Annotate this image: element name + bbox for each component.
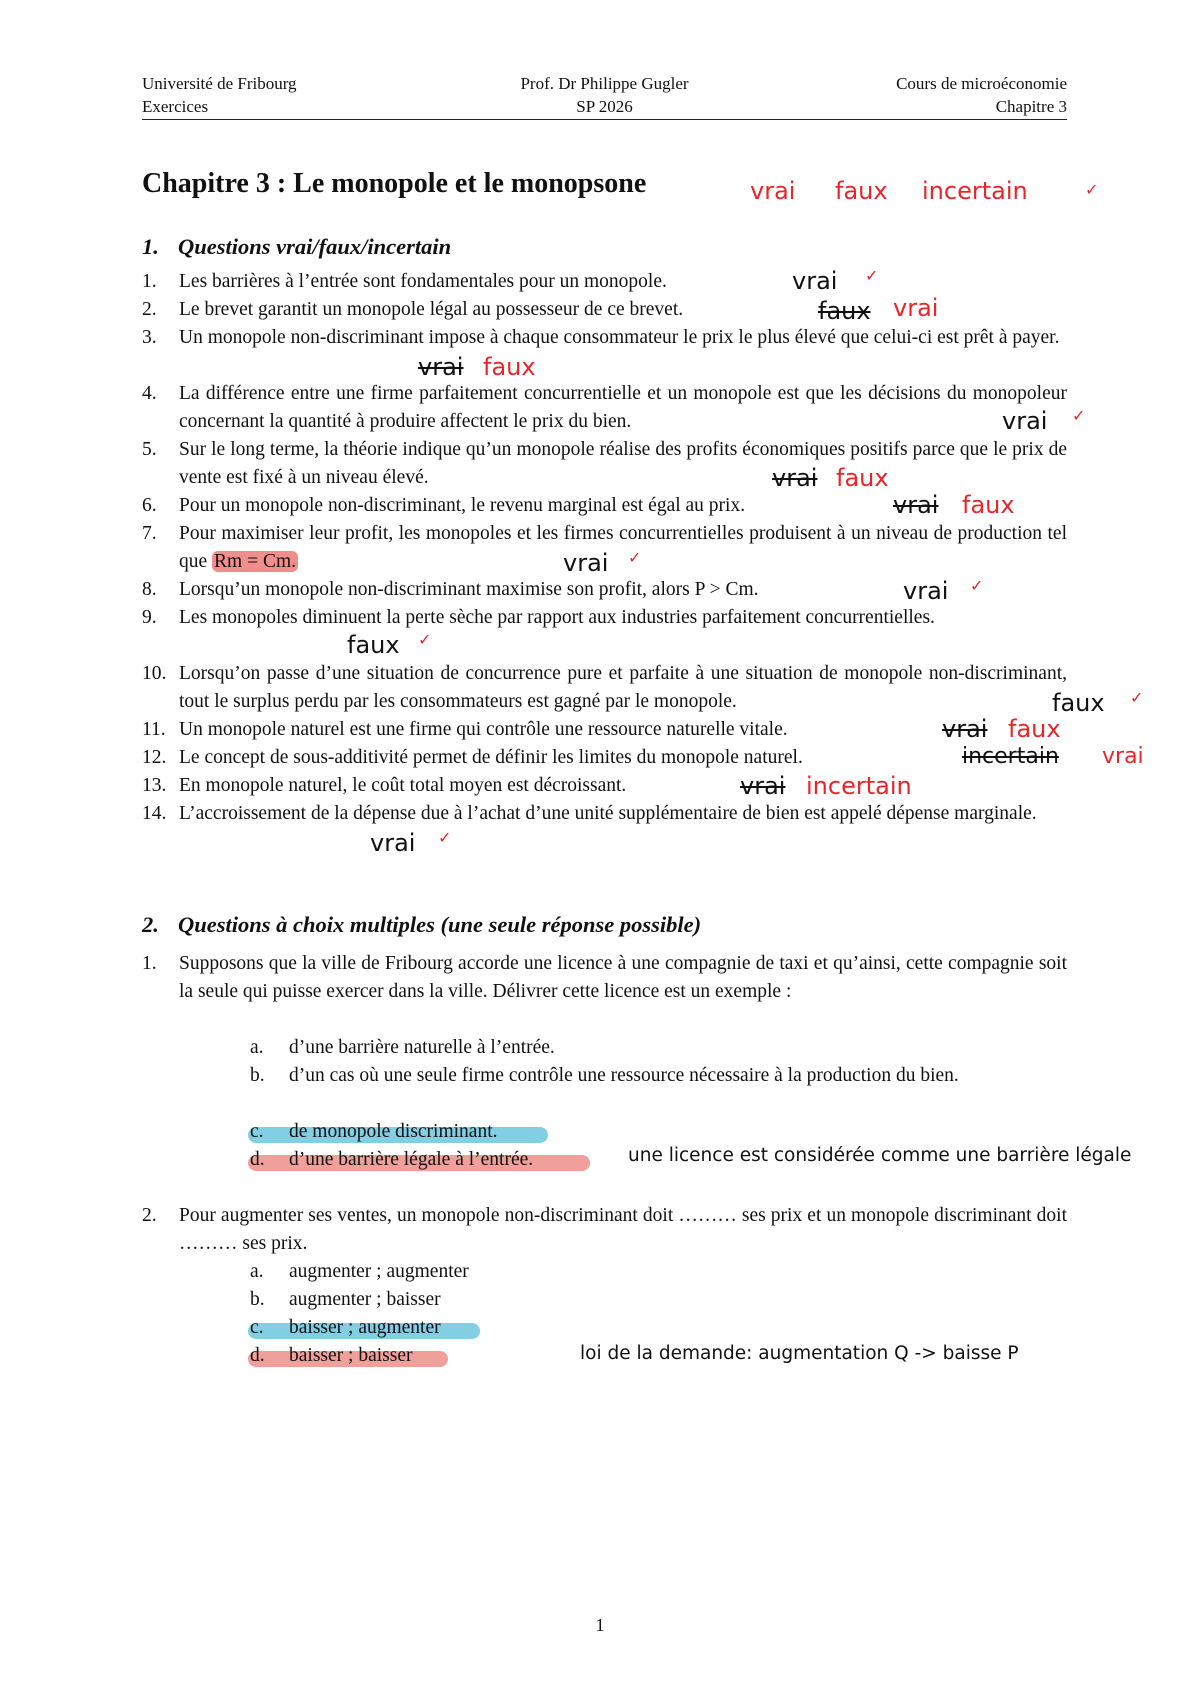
answer-13-corrected: incertain (806, 772, 912, 800)
highlighted-formula: Rm = Cm. (214, 551, 297, 572)
tf-question-5 (142, 436, 1067, 492)
legend-incertain: incertain (922, 177, 1028, 205)
mc2-option-b (250, 1286, 1067, 1314)
header-course: Cours de microéconomie (896, 74, 1067, 93)
question-text: Supposons que la ville de Fribourg accorde une licence à une compagnie de taxi et qu’ainsi, cette compagnie soit la seule qui puisse exercer dans la ville. Délivrer cette licence est un exemple : (179, 953, 1067, 1002)
question-number: 10. (142, 663, 167, 684)
question-number: 12. (142, 747, 167, 768)
question-number: 11. (142, 719, 166, 740)
question-text: La différence entre une firme parfaitement concurrentielle et un monopole est que les décisions du monopoleur concernant la quantité à produire affectent le prix du bien. (179, 383, 1067, 432)
section-1-number: 1. (142, 234, 159, 259)
check-icon: ✓ (970, 576, 984, 595)
mc1-option-a (250, 1034, 1067, 1062)
answer-2-corrected: vrai (893, 294, 939, 322)
question-text: Pour un monopole non-discriminant, le revenu marginal est égal au prix. (179, 495, 746, 516)
question-number: 5. (142, 439, 157, 460)
question-number: 7. (142, 523, 157, 544)
page-header (142, 72, 1067, 118)
tf-question-9 (142, 604, 1067, 632)
option-letter: b. (250, 1065, 265, 1086)
answer-10: faux (1052, 689, 1105, 717)
question-text: Les barrières à l’entrée sont fondamentales pour un monopole. (179, 271, 667, 292)
question-number: 13. (142, 775, 167, 796)
answer-5-crossed: vrai (772, 464, 818, 492)
tf-question-12 (142, 744, 1067, 772)
question-number: 6. (142, 495, 157, 516)
question-number: 3. (142, 327, 157, 348)
answer-5-corrected: faux (836, 464, 889, 492)
answer-1: vrai (792, 267, 838, 295)
question-text (179, 520, 1067, 576)
question-number: 9. (142, 607, 157, 628)
question-number: 2. (142, 1205, 157, 1226)
check-icon: ✓ (1072, 406, 1086, 425)
mc2-option-a (250, 1258, 1067, 1286)
option-letter: c. (250, 1317, 264, 1338)
option-letter: b. (250, 1289, 265, 1310)
mc2-handwritten-note: loi de la demande: augmentation Q -> baisse P (580, 1343, 1019, 1364)
option-text: d’une barrière légale à l’entrée. (289, 1149, 534, 1170)
tf-question-11 (142, 716, 1067, 744)
tf-question-1 (142, 268, 1067, 296)
section-1-title: Questions vrai/faux/incertain (178, 234, 452, 259)
tf-question-13 (142, 772, 1067, 800)
section-2-heading (142, 912, 701, 938)
question-text: Sur le long terme, la théorie indique qu’un monopole réalise des profits économiques positifs parce que le prix de vente est fixé à un niveau élevé. (179, 439, 1067, 488)
legend-check-icon: ✓ (1085, 180, 1099, 199)
page-number: 1 (595, 1615, 605, 1635)
option-text: de monopole discriminant. (289, 1121, 498, 1142)
check-icon: ✓ (418, 630, 432, 649)
header-university: Université de Fribourg (142, 74, 297, 93)
option-letter: c. (250, 1121, 264, 1142)
question-number: 1. (142, 953, 157, 974)
section-2-number: 2. (142, 912, 159, 937)
mc2-option-c (250, 1314, 1067, 1342)
option-text: baisser ; baisser (289, 1345, 413, 1366)
check-icon: ✓ (438, 828, 452, 847)
question-text: Pour augmenter ses ventes, un monopole non-discriminant doit ……… ses prix et un monopole discriminant doit ……… ses prix. (179, 1205, 1067, 1254)
answer-7: vrai (563, 549, 609, 577)
option-letter: a. (250, 1037, 264, 1058)
question-number: 4. (142, 383, 157, 404)
option-text: baisser ; augmenter (289, 1317, 441, 1338)
answer-11-crossed: vrai (942, 715, 988, 743)
tf-question-14 (142, 800, 1067, 828)
answer-3-corrected: faux (483, 353, 536, 381)
answer-12-corrected: vrai (1102, 744, 1144, 769)
option-letter: d. (250, 1345, 265, 1366)
answer-6-corrected: faux (962, 491, 1015, 519)
mc1-option-b (250, 1062, 1067, 1090)
tf-question-3 (142, 324, 1067, 352)
legend-faux: faux (835, 177, 888, 205)
check-icon: ✓ (865, 266, 879, 285)
check-icon: ✓ (1130, 688, 1144, 707)
option-text: augmenter ; baisser (289, 1289, 441, 1310)
question-text: Les monopoles diminuent la perte sèche par rapport aux industries parfaitement concurrentielles. (179, 607, 935, 628)
mc-question-2 (142, 1202, 1067, 1258)
question-number: 1. (142, 271, 157, 292)
question-text: Lorsqu’un monopole non-discriminant maximise son profit, alors P > Cm. (179, 579, 759, 600)
header-professor: Prof. Dr Philippe Gugler (520, 74, 689, 93)
tf-question-10 (142, 660, 1067, 716)
legend-vrai: vrai (750, 177, 796, 205)
answer-2-crossed: faux (818, 297, 871, 325)
option-text: d’un cas où une seule firme contrôle une ressource nécessaire à la production du bien. (289, 1065, 959, 1086)
answer-13-crossed: vrai (740, 772, 786, 800)
mc1-option-c (250, 1118, 1067, 1146)
option-letter: d. (250, 1149, 265, 1170)
answer-12-crossed: incertain (962, 744, 1059, 769)
check-icon: ✓ (628, 548, 642, 567)
answer-9: faux (347, 631, 400, 659)
answer-11-corrected: faux (1008, 715, 1061, 743)
question-text: Un monopole naturel est une firme qui contrôle une ressource naturelle vitale. (179, 719, 788, 740)
question-text-part: Pour maximiser leur profit, les monopoles et les firmes concurrentielles produisent à un niveau de production tel que (179, 523, 1067, 572)
question-text: Un monopole non-discriminant impose à chaque consommateur le prix le plus élevé que celui-ci est prêt à payer. (179, 327, 1060, 348)
question-number: 8. (142, 579, 157, 600)
question-number: 14. (142, 803, 167, 824)
page-title: Chapitre 3 : Le monopole et le monopsone (142, 168, 647, 199)
header-chapter: Chapitre 3 (995, 97, 1067, 116)
header-exercices: Exercices (142, 97, 209, 116)
header-divider (142, 119, 1067, 120)
answer-14: vrai (370, 829, 416, 857)
question-text: L’accroissement de la dépense due à l’achat d’une unité supplémentaire de bien est appelé dépense marginale. (179, 803, 1037, 824)
question-text: Lorsqu’on passe d’une situation de concurrence pure et parfaite à une situation de monopole non-discriminant, tout le surplus perdu par les consommateurs est gagné par le monopole. (179, 663, 1067, 712)
answer-6-crossed: vrai (893, 491, 939, 519)
question-number: 2. (142, 299, 157, 320)
option-text: d’une barrière naturelle à l’entrée. (289, 1037, 555, 1058)
answer-4: vrai (1002, 407, 1048, 435)
tf-question-4 (142, 380, 1067, 436)
header-semester: SP 2026 (576, 97, 633, 116)
answer-3-crossed: vrai (418, 353, 464, 381)
answer-8: vrai (903, 577, 949, 605)
mc-question-1 (142, 950, 1067, 1006)
option-letter: a. (250, 1261, 264, 1282)
option-text: augmenter ; augmenter (289, 1261, 469, 1282)
mc1-handwritten-note: une licence est considérée comme une barrière légale (628, 1145, 1132, 1166)
section-2-title: Questions à choix multiples (une seule réponse possible) (178, 912, 702, 937)
section-1-heading (142, 234, 451, 260)
question-text: En monopole naturel, le coût total moyen est décroissant. (179, 775, 627, 796)
question-text: Le brevet garantit un monopole légal au possesseur de ce brevet. (179, 299, 684, 320)
question-text: Le concept de sous-additivité permet de définir les limites du monopole naturel. (179, 747, 803, 768)
